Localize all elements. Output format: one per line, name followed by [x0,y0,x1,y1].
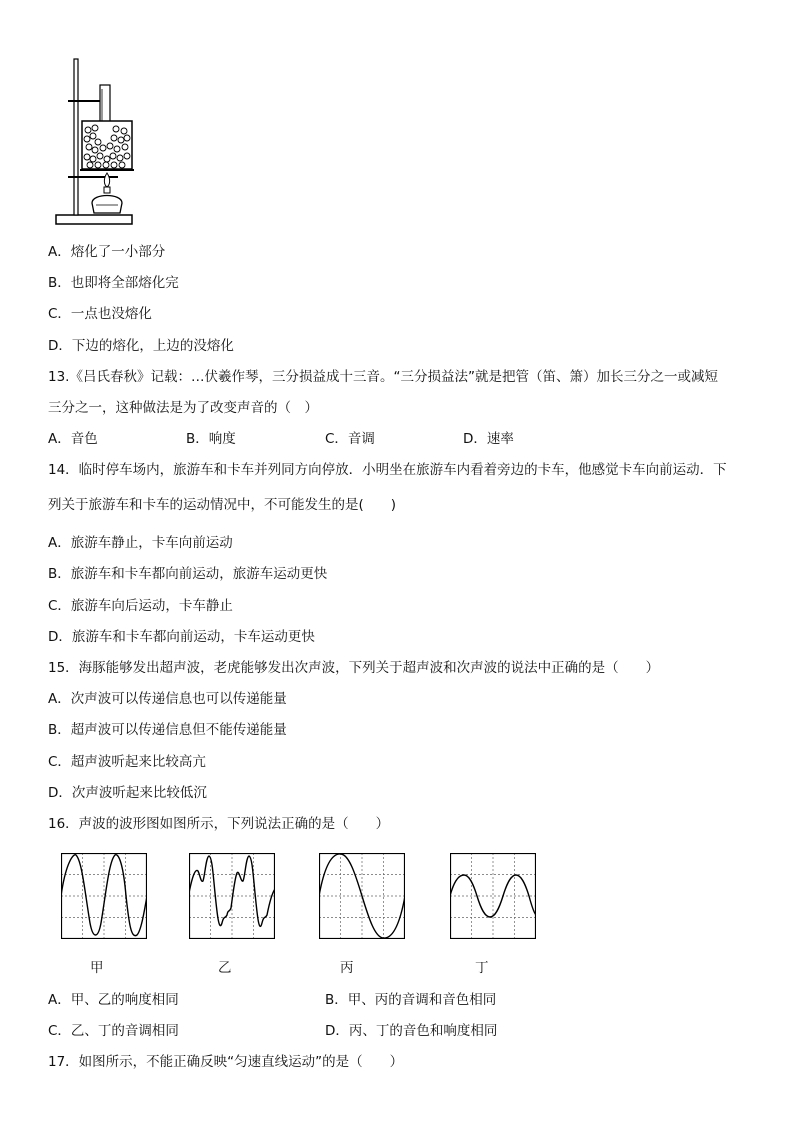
q13-option-b: B．响度 [186,431,236,447]
q15-option-a: A．次声波可以传递信息也可以传递能量 [48,691,287,707]
q12-option-d: D．下边的熔化，上边的没熔化 [48,338,234,354]
melting-apparatus-figure [48,55,140,230]
q16-stem: 16．声波的波形图如图所示，下列说法正确的是（ ） [48,816,390,832]
waveform-bing [319,853,405,939]
waveform-yi [189,853,275,939]
q12-option-c: C．一点也没熔化 [48,306,152,322]
q13-option-c: C．音调 [325,431,375,447]
q16-option-b: B．甲、丙的音调和音色相同 [325,992,497,1008]
q12-option-a: A．熔化了一小部分 [48,244,166,260]
wave-label-bing: 丙 [340,960,354,976]
q16-option-c: C．乙、丁的音调相同 [48,1023,179,1039]
q17-stem: 17．如图所示，不能正确反映“匀速直线运动”的是（ ） [48,1054,404,1070]
wave-label-jia: 甲 [90,960,104,976]
q14-option-a: A．旅游车静止，卡车向前运动 [48,535,233,551]
q14-option-d: D．旅游车和卡车都向前运动，卡车运动更快 [48,629,315,645]
q13-stem-line1: 13.《吕氏春秋》记载：…伏羲作琴，三分损益成十三音。“三分损益法”就是把管（笛、箫）加长三分之一或减短 [48,369,718,385]
q15-option-b: B．超声波可以传递信息但不能传递能量 [48,722,287,738]
q14-option-c: C．旅游车向后运动，卡车静止 [48,598,233,614]
q13-stem-line2: 三分之一，这种做法是为了改变声音的（ ） [48,400,318,416]
q16-option-d: D．丙、丁的音色和响度相同 [325,1023,498,1039]
waveform-ding [450,853,536,939]
q15-stem: 15．海豚能够发出超声波，老虎能够发出次声波，下列关于超声波和次声波的说法中正确的是（ ） [48,660,660,676]
q13-option-d: D．速率 [463,431,514,447]
wave-label-yi: 乙 [218,960,232,976]
q14-stem-line2: 列关于旅游车和卡车的运动情况中，不可能发生的是( ) [48,497,397,513]
q13-option-a: A．音色 [48,431,98,447]
q15-option-d: D．次声波听起来比较低沉 [48,785,207,801]
q14-option-b: B．旅游车和卡车都向前运动，旅游车运动更快 [48,566,328,582]
q16-option-a: A．甲、乙的响度相同 [48,992,179,1008]
waveform-jia [61,853,147,939]
wave-label-ding: 丁 [475,960,489,976]
q14-stem-line1: 14．临时停车场内，旅游车和卡车并列同方向停放．小明坐在旅游车内看着旁边的卡车，他感觉卡车向前运动．下 [48,462,727,478]
q12-option-b: B．也即将全部熔化完 [48,275,179,291]
q15-option-c: C．超声波听起来比较高亢 [48,754,206,770]
